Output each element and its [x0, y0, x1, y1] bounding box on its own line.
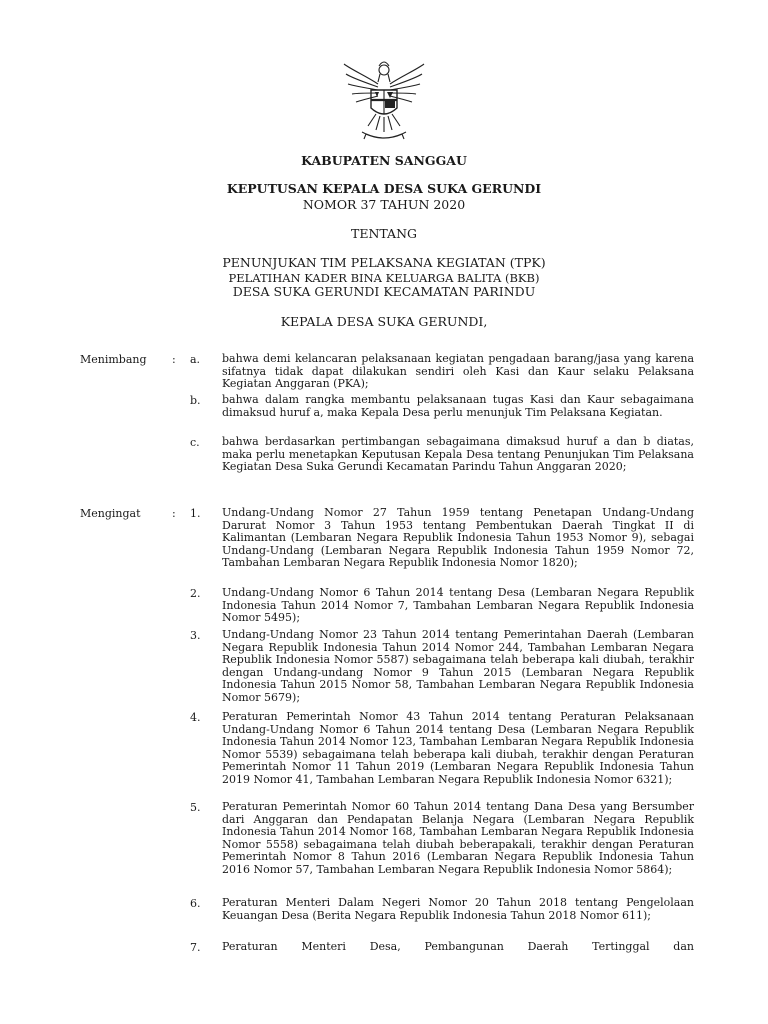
decree-number: NOMOR 37 TAHUN 2020 — [302, 197, 466, 212]
mengingat-marker: 7. — [190, 941, 201, 954]
subject-line-1: PENUNJUKAN TIM PELAKSANA KEGIATAN (TPK) — [222, 255, 546, 270]
decree-title: KEPUTUSAN KEPALA DESA SUKA GERUNDI — [226, 181, 542, 196]
menimbang-label: Menimbang — [80, 353, 147, 366]
mengingat-item: Peraturan Pemerintah Nomor 43 Tahun 2014 tentang Peraturan Pelaksanaan Undang-Undang Nomor 6 Tahun 2014 tentang Desa (Lembaran Negara Republik Indonesia Tahun 2014 Nomor 123, Tambahan Lembaran Negara Republik Indonesia Nomor 5539) sebagaimana telah beberapa kali diubah, terakhir dengan Peraturan Pemerintah Nomor 11 Tahun 2019 (Lembaran Negara Republik Indonesia Tahun 2019 Nomor 41, Tambahan Lembaran Negara Republik Indonesia Nomor 6321); — [222, 710, 694, 786]
mengingat-marker: 3. — [190, 629, 201, 642]
issuer-heading: KEPALA DESA SUKA GERUNDI, — [280, 314, 488, 329]
mengingat-colon: : — [172, 507, 176, 520]
region-heading: KABUPATEN SANGGAU — [301, 153, 467, 168]
mengingat-item: Peraturan Menteri Desa, Pembangunan Daerah Tertinggal dan — [222, 940, 694, 953]
menimbang-marker: c. — [190, 436, 200, 449]
mengingat-marker: 5. — [190, 801, 201, 814]
about-label: TENTANG — [350, 226, 417, 241]
subject-line-3: DESA SUKA GERUNDI KECAMATAN PARINDU — [232, 284, 536, 299]
mengingat-marker: 1. — [190, 507, 201, 520]
mengingat-label: Mengingat — [80, 507, 141, 520]
menimbang-marker: b. — [190, 394, 201, 407]
mengingat-item: Undang-Undang Nomor 23 Tahun 2014 tentang Pemerintahan Daerah (Lembaran Negara Republik Indonesia Tahun 2014 Nomor 244, Tambahan Lembaran Negara Republik Indonesia Nomor 5587) sebagaimana telah beberapa kali diubah, terakhir dengan Undang-undang Nomor 9 Tahun 2015 (Lembaran Negara Republik Indonesia Tahun 2015 Nomor 58, Tambahan Lembaran Negara Republik Indonesia Nomor 5679); — [222, 628, 694, 704]
mengingat-item: Undang-Undang Nomor 6 Tahun 2014 tentang Desa (Lembaran Negara Republik Indonesia Tahun 2014 Nomor 7, Tambahan Lembaran Negara Republik Indonesia Nomor 5495); — [222, 586, 694, 625]
mengingat-item: Peraturan Pemerintah Nomor 60 Tahun 2014 tentang Dana Desa yang Bersumber dari Anggaran dan Pendapatan Belanja Negara (Lembaran Negara Republik Indonesia Tahun 2014 Nomor 168, Tambahan Lembaran Negara Republik Indonesia Nomor 5558) sebagaimana telah diubah beberapakali, terakhir dengan Peraturan Pemerintah Nomor 8 Tahun 2016 (Lembaran Negara Republik Indonesia Tahun 2016 Nomor 57, Tambahan Lembaran Negara Republik Indonesia Nomor 5864); — [222, 800, 694, 876]
menimbang-colon: : — [172, 353, 176, 366]
mengingat-marker: 2. — [190, 587, 201, 600]
subject-line-2: PELATIHAN KADER BINA KELUARGA BALITA (BKB) — [228, 271, 540, 285]
mengingat-item: Peraturan Menteri Dalam Negeri Nomor 20 Tahun 2018 tentang Pengelolaan Keuangan Desa (Berita Negara Republik Indonesia Tahun 2018 Nomor 611); — [222, 896, 694, 922]
mengingat-marker: 6. — [190, 897, 201, 910]
menimbang-item: bahwa berdasarkan pertimbangan sebagaimana dimaksud huruf a dan b diatas, maka perlu menetapkan Keputusan Kepala Desa tentang Penunjukan Tim Pelaksana Kegiatan Desa Suka Gerundi Kecamatan Parindu Tahun Anggaran 2020; — [222, 435, 694, 474]
menimbang-marker: a. — [190, 353, 201, 366]
garuda-emblem-icon — [338, 56, 430, 146]
menimbang-item: bahwa demi kelancaran pelaksanaan kegiatan pengadaan barang/jasa yang karena sifatnya tidak dapat dilakukan sendiri oleh Kasi dan Kaur selaku Pelaksana Kegiatan Anggaran (PKA); — [222, 352, 694, 391]
mengingat-marker: 4. — [190, 711, 201, 724]
menimbang-item: bahwa dalam rangka membantu pelaksanaan tugas Kasi dan Kaur sebagaimana dimaksud huruf a, maka Kepala Desa perlu menunjuk Tim Pelaksana Kegiatan. — [222, 393, 694, 419]
mengingat-item: Undang-Undang Nomor 27 Tahun 1959 tentang Penetapan Undang-Undang Darurat Nomor 3 Tahun 1953 tentang Pembentukan Daerah Tingkat II di Kalimantan (Lembaran Negara Republik Indonesia Tahun 1953 Nomor 9), sebagai Undang-Undang (Lembaran Negara Republik Indonesia Tahun 1959 Nomor 72, Tambahan Lembaran Negara Republik Indonesia Nomor 1820); — [222, 506, 694, 570]
